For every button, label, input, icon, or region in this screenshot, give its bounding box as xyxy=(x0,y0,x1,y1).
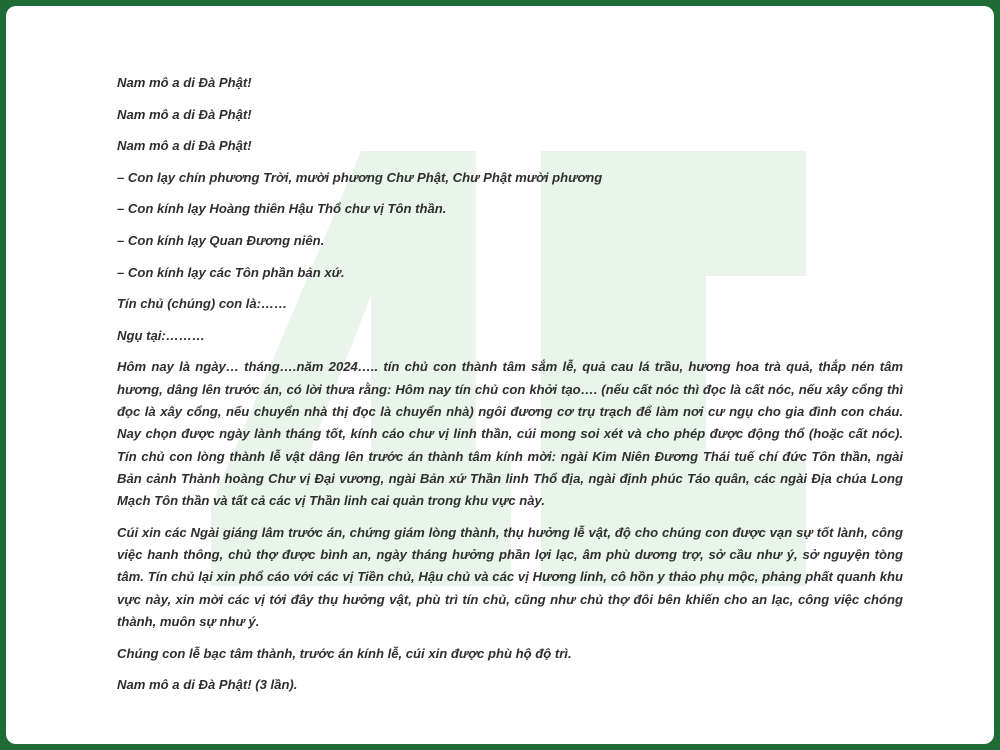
final-line: Nam mô a di Đà Phật! (3 lần). xyxy=(117,677,298,693)
invocation-line: – Con kính lạy các Tôn phần bản xứ. xyxy=(117,264,345,280)
opening-line: Nam mô a di Đà Phật! xyxy=(117,138,252,154)
prayer-text xyxy=(117,72,903,706)
devotee-name-line: Tín chủ (chúng) con là:…… xyxy=(117,296,288,312)
invocation-line: – Con lạy chín phương Trời, mười phương Chư Phật, Chư Phật mười phương xyxy=(117,169,603,185)
blessing-paragraph: Cúi xin các Ngài giáng lâm trước án, chứng giám lòng thành, thụ hưởng lễ vật, độ cho chúng con được vạn sự tốt lành, công việc hanh thông, chủ thợ được bình an, ngày tháng hưởng phần lợi lạc, âm phù dương trợ, sở cầu như ý, sở nguyện tòng tâm. Tín chủ lại xin phổ cáo với các vị Tiền chủ, Hậu chủ và các vị Hương linh, cô hồn y thảo phụ mộc, phảng phất quanh khu vực này, xin mời các vị tới đây thụ hưởng vật, phù trì tín chủ, cũng như chủ thợ đôi bên khiến cho an lạc, công việc chóng thành, muôn sự như ý. xyxy=(117,524,903,629)
document-frame xyxy=(6,6,994,744)
address-line: Ngụ tại:……… xyxy=(117,327,206,343)
closing-line: Chúng con lễ bạc tâm thành, trước án kính lễ, cúi xin được phù hộ độ trì. xyxy=(117,645,572,661)
invocation-line: – Con kính lạy Quan Đương niên. xyxy=(117,232,325,248)
main-paragraph: Hôm nay là ngày… tháng….năm 2024….. tín chủ con thành tâm sắm lễ, quả cau lá trầu, hương hoa trà quả, thắp nén tâm hương, dâng lên trước án, có lời thưa rằng: Hôm nay tín chủ con khởi tạo…. (nếu cất nóc thì đọc là cất nóc, nếu xây cổng thì đọc là xây cổng, nếu chuyển nhà thị đọc là chuyển nhà) ngôi đương cơ trụ trạch để làm nơi cư ngụ cho gia đình con cháu. Nay chọn được ngày lành tháng tốt, kính cáo chư vị linh thần, cúi mong soi xét và cho phép được động thổ (hoặc cất nóc). Tín chủ con lòng thành lễ vật dâng lên trước án thành tâm kính mời: ngài Kim Niên Đương Thái tuế chí đức Tôn thần, ngài Bản cảnh Thành hoàng Chư vị Đại vương, ngài Bản xứ Thần linh Thổ địa, ngài định phúc Táo quân, các ngài Địa chúa Long Mạch Tôn thần và tất cả các vị Thần linh cai quản trong khu vực này. xyxy=(117,359,903,509)
opening-line: Nam mô a di Đà Phật! xyxy=(117,75,252,90)
opening-line: Nam mô a di Đà Phật! xyxy=(117,106,252,122)
invocation-line: – Con kính lạy Hoàng thiên Hậu Thổ chư vị Tôn thần. xyxy=(117,201,447,217)
